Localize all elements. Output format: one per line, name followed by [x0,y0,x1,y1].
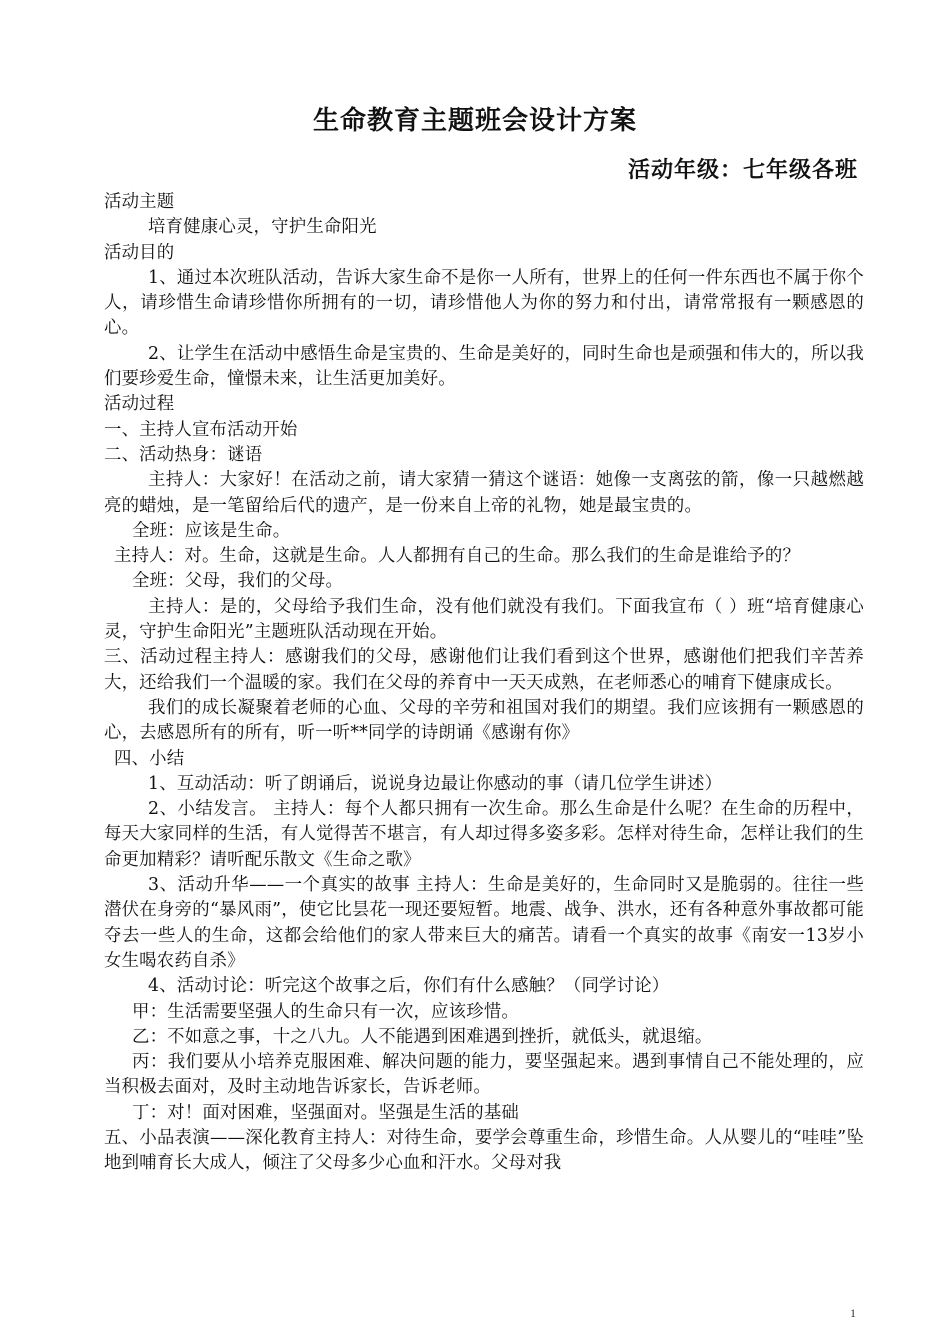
paragraph: 主持人：是的，父母给予我们生命，没有他们就没有我们。下面我宣布（ ）班“培育健康心灵，守护生命阳光”主题班队活动现在开始。 [104,596,864,643]
paragraph: 三、活动过程主持人：感谢我们的父母，感谢他们让我们看到这个世界，感谢他们把我们辛苦养大，还给我们一个温暖的家。我们在父母的养育中一天天成熟，在老师悉心的哺育下健康成长。 [104,647,864,693]
paragraph: 1、互动活动：听了朗诵后，说说身边最让你感动的事（请几位学生讲述） [148,773,723,794]
heading-activity-process: 活动过程 [104,394,175,415]
paragraph: 主持人：对。生命，这就是生命。人人都拥有自己的生命。那么我们的生命是谁给予的？ [114,546,801,567]
paragraph: 我们的成长凝聚着老师的心血、父母的辛劳和祖国对我们的期望。我们应该拥有一颗感恩的心，去感恩所有的所有，听一听**同学的诗朗诵《感谢有你》 [104,697,864,744]
paragraph: 全班：应该是生命。 [132,520,291,541]
document-body [104,190,864,1177]
paragraph: 4、活动讨论：听完这个故事之后，你们有什么感触？（同学讨论） [148,976,670,997]
heading-activity-theme: 活动主题 [104,192,175,212]
section-heading: 一、主持人宣布活动开始 [104,419,298,440]
paragraph: 1、通过本次班队活动，告诉大家生命不是你一人所有，世界上的任何一件东西也不属于你个人，请珍惜生命请珍惜你所拥有的一切，请珍惜他人为你的努力和付出，请常常报有一颗感恩的心。 [104,267,864,339]
paragraph: 2、小结发言。 主持人：每个人都只拥有一次生命。那么生命是什么呢？在生命的历程中，每天大家同样的生活，有人觉得苦不堪言，有人却过得多姿多彩。怎样对待生命，怎样让我们的生命更加精彩？请听配乐散文《生命之歌》 [104,799,864,870]
activity-grade: 活动年级：七年级各班 [627,157,858,183]
heading-activity-purpose: 活动目的 [104,242,175,263]
section-heading: 二、活动热身：谜语 [104,444,263,465]
page-number: 1 [850,1306,856,1320]
paragraph: 培育健康心灵，守护生命阳光 [148,217,377,238]
section-heading: 四、小结 [114,748,185,769]
paragraph: 丁：对！面对困难，坚强面对。坚强是生活的基础 [132,1102,519,1123]
document-title: 生命教育主题班会设计方案 [312,106,637,136]
paragraph: 主持人：大家好！在活动之前，请大家猜一猜这个谜语：她像一支离弦的箭，像一只越燃越亮的蜡烛，是一笔留给后代的遗产，是一份来自上帝的礼物，她是最宝贵的。 [104,470,864,516]
paragraph: 五、小品表演——深化教育主持人：对待生命，要学会尊重生命，珍惜生命。人从婴儿的“哇哇”坠地到哺育长大成人，倾注了父母多少心血和汗水。父母对我 [104,1127,864,1174]
paragraph: 全班：父母，我们的父母。 [132,571,344,592]
paragraph: 丙：我们要从小培养克服困难、解决问题的能力，要坚强起来。遇到事情自己不能处理的，应当积极去面对，及时主动地告诉家长，告诉老师。 [104,1052,864,1098]
paragraph: 甲：生活需要坚强人的生命只有一次，应该珍惜。 [132,1001,519,1022]
paragraph: 3、活动升华——一个真实的故事 主持人：生命是美好的，生命同时又是脆弱的。往往一些潜伏在身旁的“暴风雨”，使它比昙花一现还要短暂。地震、战争、洪水，还有各种意外事故都可能夺去一些人的生命，这都会给他们的家人带来巨大的痛苦。请看一个真实的故事《南安一13岁小女生喝农药自杀》 [104,875,864,971]
paragraph: 乙：不如意之事，十之八九。人不能遇到困难遇到挫折，就低头，就退缩。 [132,1026,713,1047]
paragraph: 2、让学生在活动中感悟生命是宝贵的、生命是美好的，同时生命也是顽强和伟大的，所以我们要珍爱生命，憧憬未来，让生活更加美好。 [104,343,864,390]
